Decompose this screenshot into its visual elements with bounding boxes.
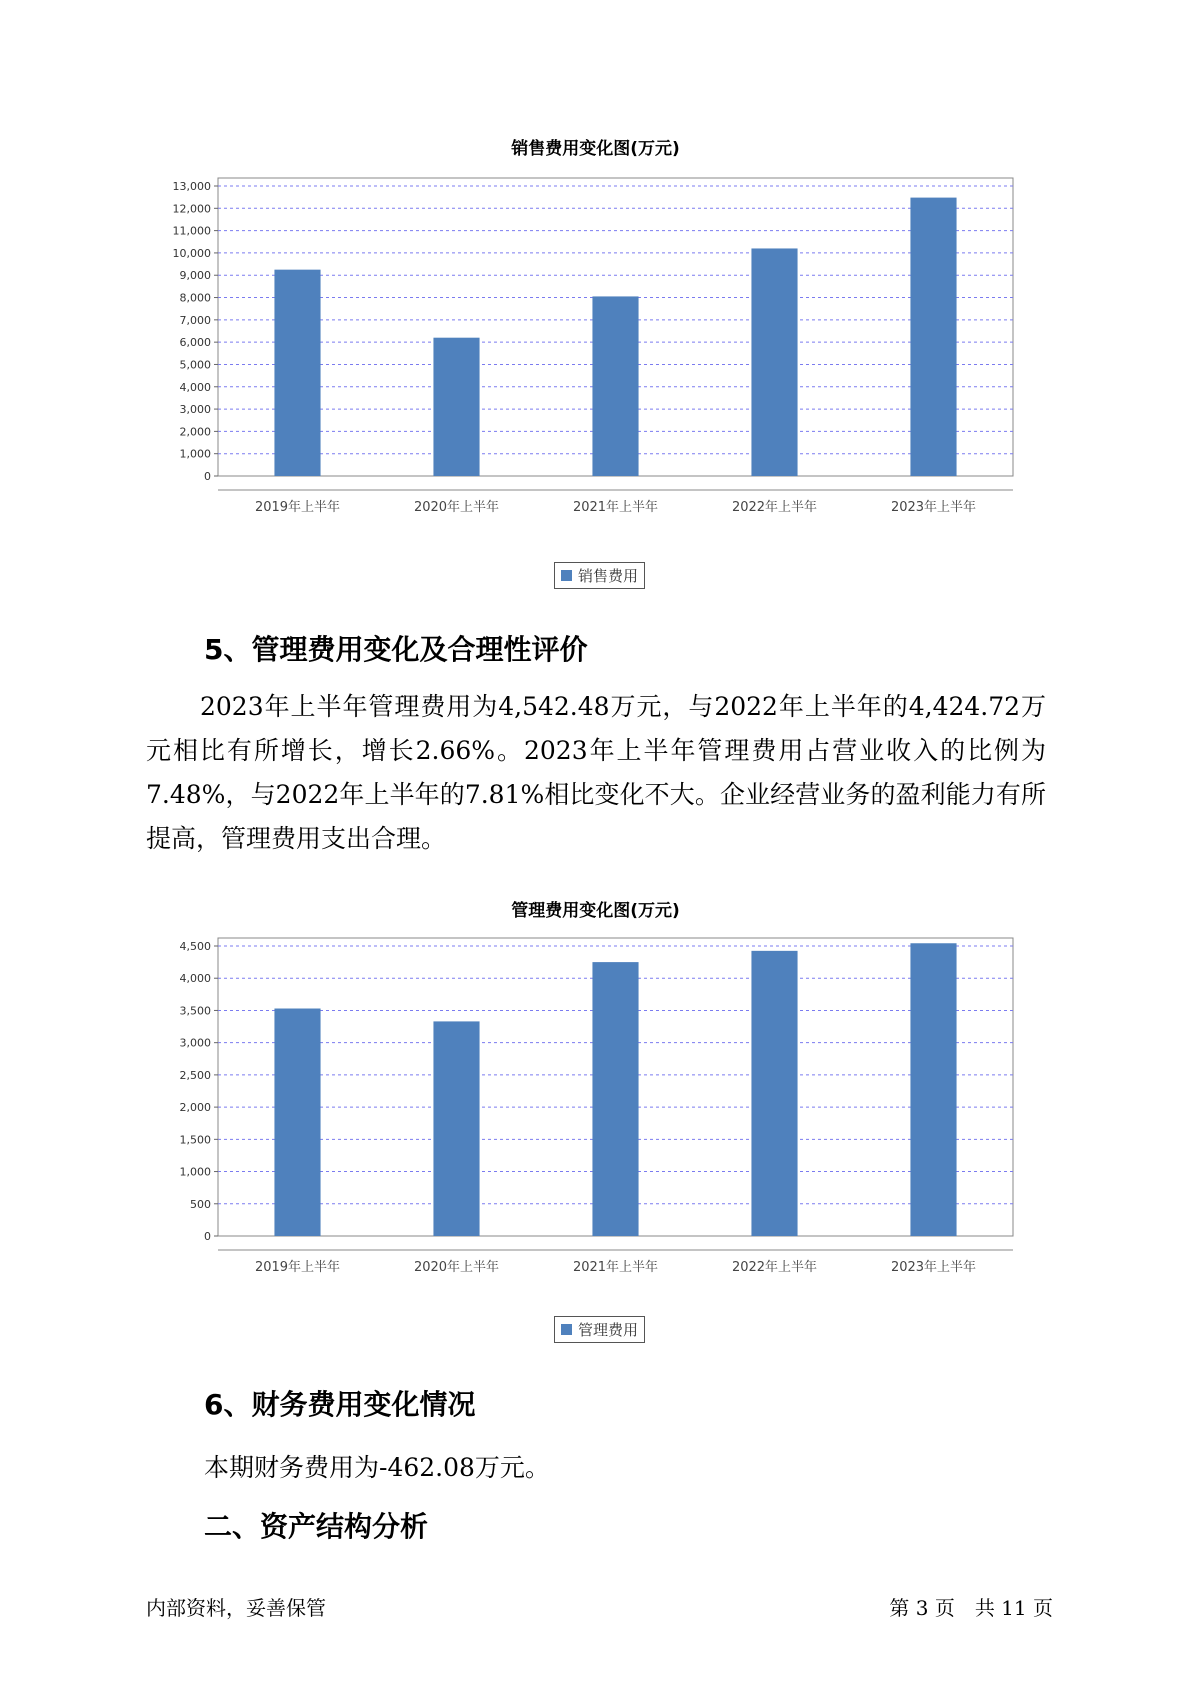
admin-expense-chart	[0, 920, 1191, 1280]
bar	[274, 270, 320, 476]
y-tick-label: 2,000	[179, 1101, 211, 1115]
y-tick-label: 5,000	[179, 358, 211, 372]
legend-swatch	[561, 570, 572, 581]
x-tick-label: 2023年上半年	[890, 500, 977, 515]
footer-page-number: 第 3 页 共 11 页	[889, 1596, 1053, 1620]
y-tick-label: 1,500	[179, 1133, 211, 1147]
y-tick-label: 0	[204, 470, 211, 483]
y-tick-label: 3,000	[179, 1036, 211, 1050]
bar	[433, 338, 479, 476]
admin-expense-text: 2023年上半年管理费用为4,542.48万元，与2022年上半年的4,424.72万元相比有所增长，增长2.66%。2023年上半年管理费用占营业收入的比例为7.48%，与2022年上半年的7.81%相比变化不大。企业经营业务的盈利能力有所提高，管理费用支出合理。	[146, 692, 1046, 853]
bar	[592, 962, 638, 1236]
y-tick-label: 4,000	[179, 380, 211, 394]
bar	[751, 951, 797, 1236]
x-tick-label: 2019年上半年	[254, 500, 341, 515]
legend-label: 销售费用	[578, 567, 639, 585]
y-tick-label: 8,000	[179, 291, 211, 305]
x-tick-label: 2020年上半年	[413, 1260, 500, 1275]
legend-label: 管理费用	[578, 1321, 639, 1339]
admin-expense-paragraph	[146, 685, 1046, 861]
sales-chart-title: 销售费用变化图(万元)	[511, 139, 680, 159]
y-tick-label: 3,000	[179, 403, 211, 417]
x-tick-label: 2021年上半年	[572, 500, 659, 515]
legend-swatch	[561, 1324, 572, 1335]
x-tick-label: 2020年上半年	[413, 500, 500, 515]
y-tick-label: 3,500	[179, 1004, 211, 1018]
x-tick-label: 2023年上半年	[890, 1260, 977, 1275]
y-tick-label: 1,000	[179, 1165, 211, 1179]
bar	[592, 296, 638, 476]
y-tick-label: 500	[190, 1197, 211, 1211]
finance-expense-text: 本期财务费用为-462.08万元。	[204, 1453, 550, 1482]
y-tick-label: 2,500	[179, 1068, 211, 1082]
finance-expense-heading: 6、财务费用变化情况	[204, 1388, 476, 1421]
admin-expense-heading: 5、管理费用变化及合理性评价	[204, 633, 588, 666]
y-tick-label: 13,000	[172, 180, 211, 193]
bar	[910, 198, 956, 476]
admin-chart-legend	[554, 1316, 645, 1343]
bar	[910, 943, 956, 1236]
x-tick-label: 2022年上半年	[731, 500, 818, 515]
y-tick-label: 9,000	[179, 269, 211, 283]
y-tick-label: 4,000	[179, 972, 211, 986]
y-tick-label: 6,000	[179, 336, 211, 350]
y-tick-label: 11,000	[172, 224, 211, 238]
bar	[274, 1009, 320, 1236]
y-tick-label: 10,000	[172, 246, 211, 260]
bar	[751, 248, 797, 476]
x-tick-label: 2019年上半年	[254, 1260, 341, 1275]
asset-structure-heading: 二、资产结构分析	[204, 1510, 429, 1543]
admin-chart-title: 管理费用变化图(万元)	[511, 901, 680, 921]
footer-confidential-note: 内部资料，妥善保管	[146, 1596, 326, 1620]
sales-chart-legend	[554, 562, 645, 589]
sales-expense-chart	[0, 160, 1191, 520]
y-tick-label: 0	[204, 1230, 211, 1243]
y-tick-label: 7,000	[179, 313, 211, 327]
x-tick-label: 2021年上半年	[572, 1260, 659, 1275]
y-tick-label: 4,500	[179, 940, 211, 953]
y-tick-label: 1,000	[179, 447, 211, 461]
bar	[433, 1021, 479, 1236]
y-tick-label: 2,000	[179, 425, 211, 439]
x-tick-label: 2022年上半年	[731, 1260, 818, 1275]
y-tick-label: 12,000	[172, 202, 211, 216]
